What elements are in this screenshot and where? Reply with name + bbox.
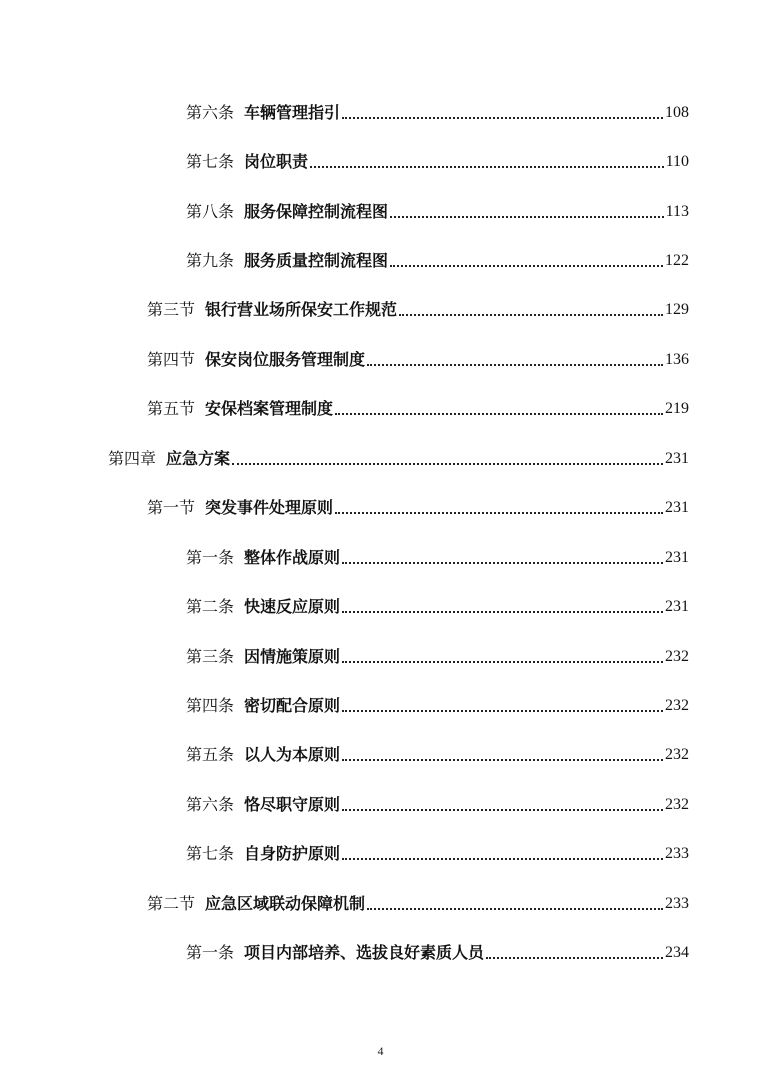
toc-entry-title: 突发事件处理原则 — [205, 498, 334, 517]
toc-entry[interactable] — [186, 692, 689, 716]
toc-entry-page: 232 — [665, 746, 689, 763]
toc-entry-page: 231 — [665, 598, 689, 615]
toc-entry-label: 第三条 — [186, 647, 235, 666]
toc-entry-title: 服务保障控制流程图 — [244, 202, 389, 221]
dot-leader — [486, 957, 663, 959]
toc-entry[interactable] — [186, 247, 689, 271]
dot-leader — [367, 364, 663, 366]
toc-entry-page: 232 — [665, 796, 689, 813]
toc-entry[interactable] — [186, 939, 689, 963]
toc-entry-title: 快速反应原则 — [244, 597, 341, 616]
toc-entry-page: 233 — [665, 845, 689, 862]
toc-entry-label: 第九条 — [186, 251, 235, 270]
toc-entry-page: 231 — [665, 549, 689, 566]
toc-entry[interactable] — [186, 544, 689, 568]
toc-entry-title: 银行营业场所保安工作规范 — [205, 300, 398, 319]
toc-entry-page: 219 — [665, 400, 689, 417]
toc-entry-label: 第二节 — [147, 894, 196, 913]
toc-entry[interactable] — [186, 643, 689, 667]
toc-entry-page: 231 — [665, 450, 689, 467]
toc-entry-title: 车辆管理指引 — [244, 103, 341, 122]
toc-entry-label: 第四章 — [108, 449, 157, 468]
toc-entry[interactable] — [147, 296, 689, 320]
toc-entry-title: 自身防护原则 — [244, 844, 341, 863]
toc-entry-label: 第一条 — [186, 548, 235, 567]
toc-entry-label: 第一节 — [147, 498, 196, 517]
toc-entry-label: 第八条 — [186, 202, 235, 221]
toc-entry-label: 第一条 — [186, 943, 235, 962]
toc-entry-page: 136 — [665, 351, 689, 368]
toc-entry[interactable] — [147, 395, 689, 419]
dot-leader — [342, 809, 663, 811]
toc-entry[interactable] — [186, 99, 689, 123]
toc-entry-label: 第七条 — [186, 844, 235, 863]
dot-leader — [342, 759, 663, 761]
toc-entry[interactable] — [108, 445, 689, 469]
toc-entry[interactable] — [186, 741, 689, 765]
toc-entry-page: 122 — [665, 252, 689, 269]
toc-entry-label: 第四节 — [147, 350, 196, 369]
toc-entry-page: 232 — [665, 648, 689, 665]
toc-entry[interactable] — [186, 198, 689, 222]
toc-entry-page: 108 — [665, 104, 689, 121]
toc-entry[interactable] — [186, 148, 689, 172]
toc-entry-page: 129 — [665, 301, 689, 318]
toc-entry-title: 密切配合原则 — [244, 696, 341, 715]
toc-entry-page: 110 — [665, 153, 689, 170]
dot-leader — [399, 314, 663, 316]
toc-entry-label: 第五节 — [147, 399, 196, 418]
toc-entry-label: 第七条 — [186, 152, 235, 171]
toc-entry-title: 因情施策原则 — [244, 647, 341, 666]
toc-entry[interactable] — [147, 346, 689, 370]
dot-leader — [342, 562, 663, 564]
dot-leader — [367, 908, 663, 910]
toc-entry-title: 恪尽职守原则 — [244, 795, 341, 814]
toc-entry-label: 第二条 — [186, 597, 235, 616]
dot-leader — [232, 463, 663, 465]
toc-entry[interactable] — [186, 593, 689, 617]
toc-entry[interactable] — [186, 840, 689, 864]
page-number: 4 — [377, 1044, 384, 1058]
dot-leader — [342, 858, 663, 860]
dot-leader — [342, 661, 663, 663]
toc-entry-label: 第六条 — [186, 103, 235, 122]
toc-entry-title: 保安岗位服务管理制度 — [205, 350, 366, 369]
toc-entry[interactable] — [147, 494, 689, 518]
dot-leader — [390, 265, 663, 267]
toc-entry[interactable] — [147, 890, 689, 914]
toc-entry[interactable] — [186, 791, 689, 815]
dot-leader — [342, 710, 663, 712]
toc-entry-page: 113 — [665, 203, 689, 220]
toc-entry-label: 第四条 — [186, 696, 235, 715]
toc-entry-label: 第五条 — [186, 745, 235, 764]
toc-entry-page: 234 — [665, 944, 689, 961]
toc-entry-title: 整体作战原则 — [244, 548, 341, 567]
toc-entry-page: 231 — [665, 499, 689, 516]
toc-entry-title: 以人为本原则 — [244, 745, 341, 764]
toc-entry-title: 安保档案管理制度 — [205, 399, 334, 418]
toc-entry-label: 第六条 — [186, 795, 235, 814]
dot-leader — [335, 512, 663, 514]
toc-entry-title: 应急方案 — [166, 449, 231, 468]
toc-entry-title: 项目内部培养、选拔良好素质人员 — [244, 943, 485, 962]
dot-leader — [390, 216, 664, 218]
toc-entry-title: 岗位职责 — [244, 152, 309, 171]
toc-entry-page: 232 — [665, 697, 689, 714]
dot-leader — [342, 611, 663, 613]
toc-entry-page: 233 — [665, 895, 689, 912]
toc-entry-title: 服务质量控制流程图 — [244, 251, 389, 270]
dot-leader — [342, 117, 663, 119]
dot-leader — [310, 166, 664, 168]
toc-entry-title: 应急区域联动保障机制 — [205, 894, 366, 913]
dot-leader — [335, 413, 663, 415]
toc-entry-label: 第三节 — [147, 300, 196, 319]
